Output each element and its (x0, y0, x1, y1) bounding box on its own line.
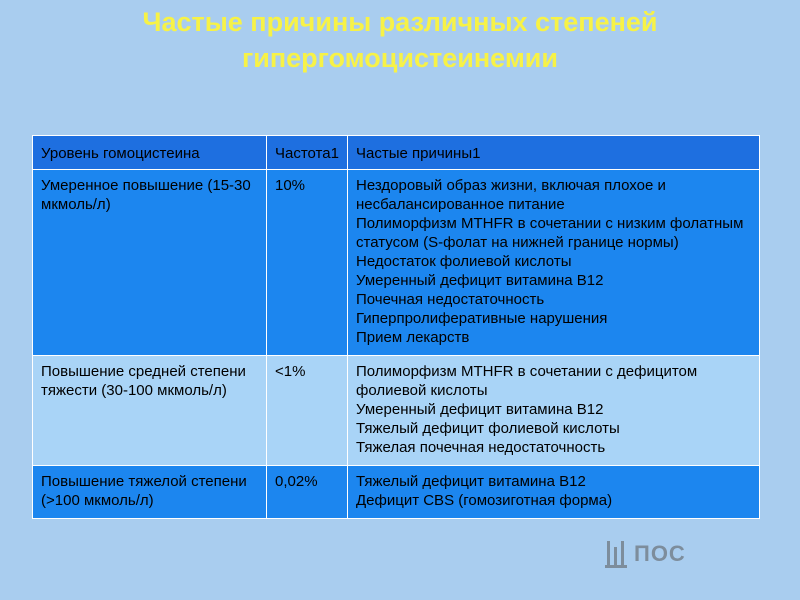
cell-causes (348, 170, 760, 356)
logo-icon (604, 539, 628, 569)
table-row (33, 170, 760, 356)
watermark-logo (604, 534, 764, 574)
cause-item: Почечная недостаточность (356, 291, 545, 308)
cause-item: Тяжелый дефицит фолиевой кислоты (356, 420, 620, 437)
cause-item: Нездоровый образ жизни, включая плохое и несбалансированное питание (356, 177, 666, 213)
cause-item: Умеренный дефицит витамина В12 (356, 401, 604, 418)
watermark-text: ПОС (634, 541, 686, 566)
table-row (33, 356, 760, 466)
header-frequency: Частота1 (267, 136, 348, 170)
cause-item: Прием лекарств (356, 329, 470, 346)
cell-causes (348, 356, 760, 466)
cell-frequency: 0,02% (267, 466, 348, 519)
cause-item: Тяжелый дефицит витамина В12 (356, 473, 586, 490)
table-row (33, 466, 760, 519)
title-line-1: Частые причины различных степеней (142, 7, 658, 37)
page-title (60, 4, 740, 76)
cause-item: Недостаток фолиевой кислоты (356, 253, 572, 270)
cell-level: Повышение средней степени тяжести (30-100 мкмоль/л) (33, 356, 267, 466)
cause-item: Полиморфизм MTHFR в сочетании с низким фолатным статусом (S-фолат на нижней границе нормы) (356, 215, 744, 251)
cell-causes (348, 466, 760, 519)
cell-level: Умеренное повышение (15-30 мкмоль/л) (33, 170, 267, 356)
title-line-2: гипергомоцистеинемии (242, 43, 558, 73)
cause-item: Тяжелая почечная недостаточность (356, 439, 606, 456)
header-causes: Частые причины1 (348, 136, 760, 170)
cell-level: Повышение тяжелой степени (>100 мкмоль/л) (33, 466, 267, 519)
cause-item: Полиморфизм MTHFR в сочетании с дефицитом фолиевой кислоты (356, 363, 698, 399)
cell-frequency: 10% (267, 170, 348, 356)
cause-item: Умеренный дефицит витамина В12 (356, 272, 604, 289)
table-header-row (33, 136, 760, 170)
cause-item: Гиперпролиферативные нарушения (356, 310, 608, 327)
homocysteine-table (32, 135, 760, 519)
cell-frequency: <1% (267, 356, 348, 466)
cause-item: Дефицит CBS (гомозиготная форма) (356, 492, 613, 509)
header-level: Уровень гомоцистеина (33, 136, 267, 170)
